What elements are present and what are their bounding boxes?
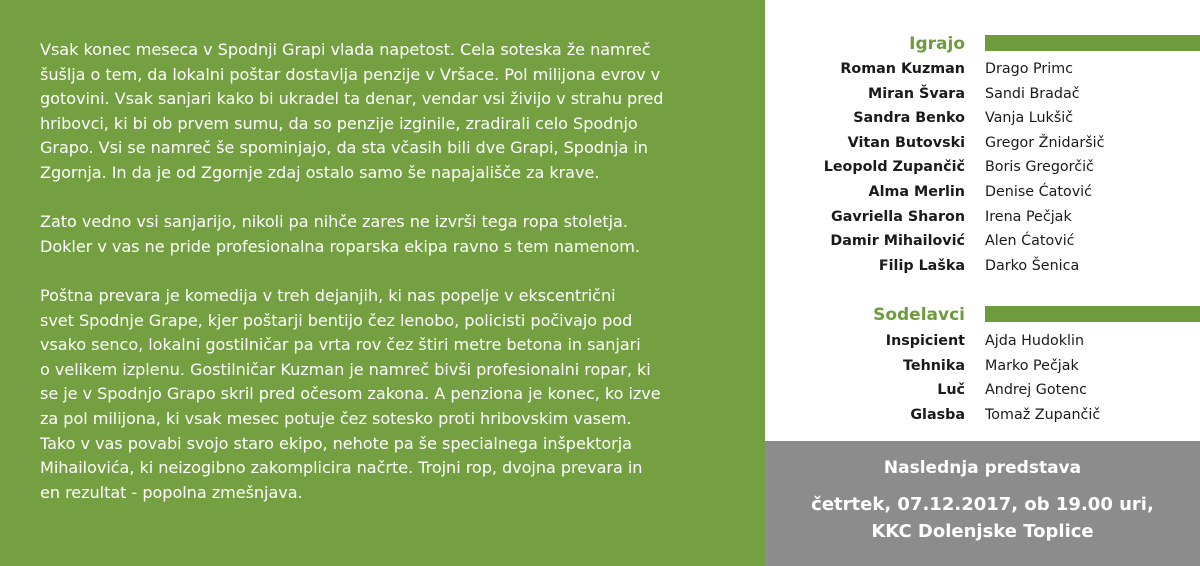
cast-row [765,131,1200,156]
cast-role: Damir Mihailović [830,233,965,250]
cast-row [765,82,1200,107]
crew-role: Luč [937,382,965,399]
cast-actor: Vanja Lukšič [985,110,1074,127]
cast-header-bar [985,35,1200,51]
cast-actor: Gregor Žnidaršič [985,134,1105,151]
description-paragraph-3: Poštna prevara je komedija v treh dejanjih, ki nas popelje v ekscentrični svet Spodnje Grape, kjer poštarji bentijo čez lenobo, policisti počivajo pod vsako senco, lokalni gostilničar pa vrta rov čez štiri metre betona in sanjari o velikem izplenu. Gostilničar Kuzman je namreč bivši profesionalni ropar, ki se je v Spodnjo Grapo skril pred očesom zakona. A penziona je konec, ko izve za pol milijona, ki vsak mesec potuje čez sotesko proti hribovskim vasem. Tako v vas povabi svojo staro ekipo, nehote pa še specialnega inšpektorja Mihailovića, ki neizogibno zakomplicira načrte. Trojni rop, dvojna prevara in en rezultat - popolna zmešnjava. [40,285,661,502]
cast-role: Miran Švara [868,85,965,102]
cast-list [765,57,1200,278]
next-show-title: Naslednja predstava [883,458,1082,478]
cast-actor: Darko Šenica [985,257,1080,274]
description-paragraph-2: Zato vedno vsi sanjarijo, nikoli pa nihče zares ne izvrši tega ropa stoletja. Dokler v vas ne pride profesionalna roparska ekipa ravno s tem namenom. [40,212,640,256]
cast-role: Alma Merlin [868,183,965,200]
crew-header-bar [985,306,1200,322]
next-show-venue: KKC Dolenjske Toplice [871,521,1094,542]
cast-row [765,254,1200,279]
crew-title: Sodelavci [873,305,965,325]
cast-actor: Alen Ćatović [985,233,1075,250]
cast-row [765,229,1200,254]
crew-row [765,329,1200,354]
cast-actor: Sandi Bradač [985,85,1080,102]
cast-actor: Irena Pečjak [985,208,1072,225]
crew-member: Ajda Hudoklin [985,333,1085,349]
crew-row [765,354,1200,379]
cast-actor: Denise Ćatović [985,183,1093,200]
crew-row [765,378,1200,403]
cast-title: Igrajo [909,34,965,54]
crew-role: Tehnika [903,357,965,374]
cast-row [765,155,1200,180]
crew-header [765,304,1200,326]
cast-role: Vitan Butovski [847,134,965,151]
cast-role: Leopold Zupančič [823,159,965,176]
cast-role: Sandra Benko [853,110,965,127]
crew-member: Tomaž Zupančič [985,406,1101,423]
crew-list [765,329,1200,427]
cast-row [765,205,1200,230]
next-show-box [765,441,1200,566]
description-paragraph-1: Vsak konec meseca v Spodnji Grapi vlada napetost. Cela soteska že namreč šušlja o tem, da lokalni poštar dostavlja penzije v Vršace. Pol milijona evrov v gotovini. Vsak sanjari kako bi ukradel ta denar, vendar vsi živijo v strahu pred hribovci, ki bi ob prvem sumu, da so penzije izginile, zradirali celo Spodnjo Grapo. Vsi se namreč še spominjajo, da sta včasih bili dve Grapi, Spodnja in Zgornja. In da je od Zgornje zdaj ostalo samo še napajališče za krave. [40,40,664,182]
crew-role: Glasba [910,406,965,423]
crew-member: Marko Pečjak [985,357,1079,374]
cast-row [765,180,1200,205]
next-show-date: četrtek, 07.12.2017, ob 19.00 uri, [811,494,1154,515]
cast-role: Filip Laška [878,257,965,274]
crew-row [765,403,1200,428]
cast-row [765,57,1200,82]
crew-member: Andrej Gotenc [985,382,1087,399]
cast-role: Gavriella Sharon [831,208,965,225]
cast-actor: Drago Primc [985,61,1074,77]
cast-role: Roman Kuzman [840,61,965,77]
cast-header [765,33,1200,55]
cast-row [765,106,1200,131]
crew-role: Inspicient [885,333,965,349]
cast-actor: Boris Gregorčič [985,159,1094,176]
